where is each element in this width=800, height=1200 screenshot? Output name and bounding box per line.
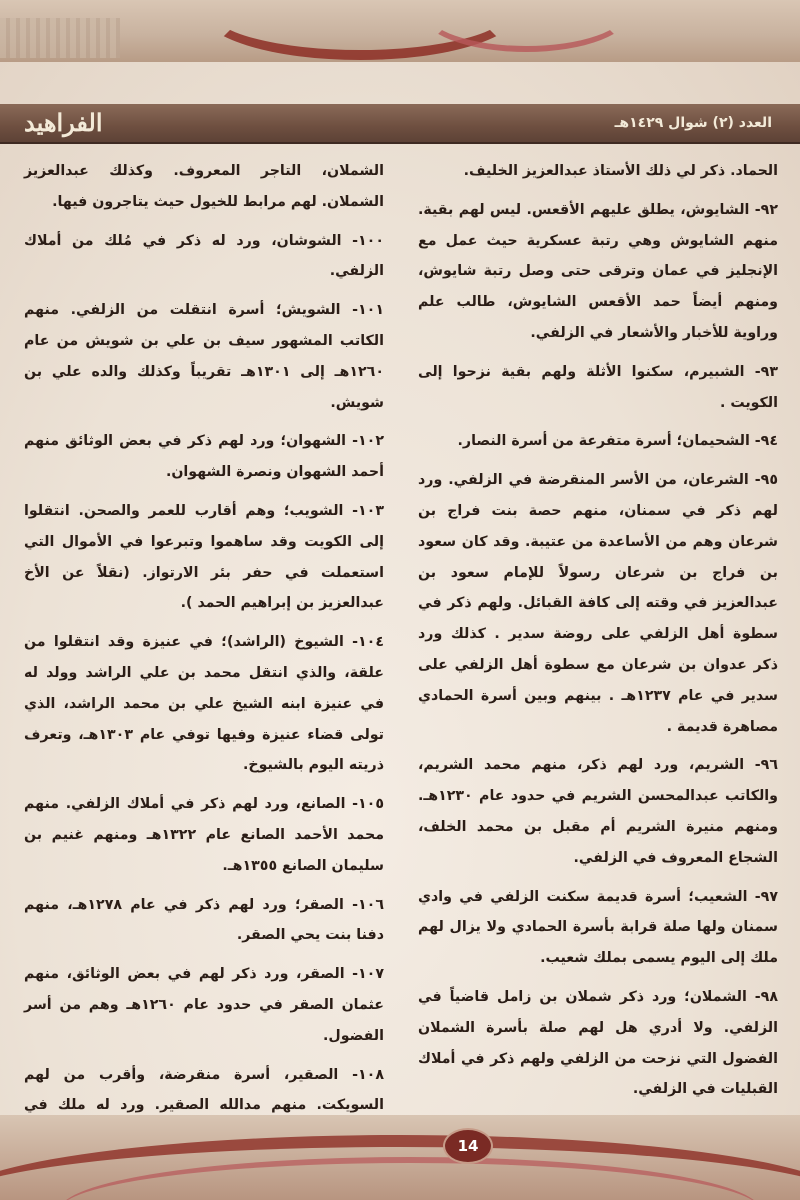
right-column bbox=[418, 156, 778, 1096]
paragraph: ٩٢- الشايوش، يطلق عليهم الأقعس. ليس لهم بقية. منهم الشايوش وهي رتبة عسكرية حيث عمل مع الإنجليز في عمان وترقى حتى وصل رتبة شايوش، ومنهم أيضاً حمد الأقعس الشايوش، طالب علم وراوية للأخبار والأشعار في الزلفي. bbox=[418, 201, 778, 341]
paragraph: ٩٦- الشريم، ورد لهم ذكر، منهم محمد الشريم، والكاتب عبدالمحسن الشريم في حدود عام ١٢٣٠هـ. ومنهم منيرة الشريم أم مقبل بن محمد الخلف، الشجاع المعروف في الزلفي. bbox=[418, 757, 778, 866]
magazine-title: الفراهيد bbox=[24, 108, 103, 137]
paragraph: ١٠٨- الصقير، أسرة منقرضة، وأقرب من لهم السويكت. منهم مدالله الصقير. ورد له ملك في bbox=[24, 1066, 384, 1114]
paragraph: ١٠٦- الصقر؛ ورد لهم ذكر في عام ١٢٧٨هـ، منهم دفنا بنت يحي الصقر. bbox=[24, 896, 384, 944]
paragraph: ٩٨- الشملان؛ ورد ذكر شملان بن زامل قاضياً في الزلفي. ولا أدري هل لهم صلة بأسرة الشملان الفضول التي نزحت من الزلفي ولهم ذكر في أملاك القبليات في الزلفي. bbox=[418, 988, 778, 1098]
paragraph: ١٠٧- الصقر، ورد ذكر لهم في بعض الوثائق، منهم عثمان الصقر في حدود عام ١٢٦٠هـ وهم من أسر الفضول. bbox=[24, 966, 384, 1044]
paragraph: ١٠٢- الشهوان؛ ورد لهم ذكر في بعض الوثائق منهم أحمد الشهوان ونصرة الشهوان. bbox=[24, 433, 384, 481]
paragraph: ١٠٠- الشوشان، ورد له ذكر في مُلك من أملاك الزلفي. bbox=[24, 232, 384, 280]
footer-decorative-band bbox=[0, 1115, 800, 1200]
building-illustration bbox=[0, 18, 120, 58]
paragraph: ٩٤- الشحيمان؛ أسرة متفرعة من أسرة النصار. bbox=[457, 433, 778, 450]
paragraph: ١٠٤- الشيوخ (الراشد)؛ في عنيزة وقد انتقلوا من علقة، والذي انتقل محمد بن علي الراشد وولد له في عنيزة ابنه الشيخ علي بن محمد الراشد، الذي تولى قضاء عنيزة وفيها توفي عام ١٣٠٣هـ، وتعرف ذريته اليوم بالشيوخ. bbox=[24, 634, 384, 774]
paragraph: ١٠١- الشويش؛ أسرة انتقلت من الزلفي. منهم الكاتب المشهور سيف بن علي بن شويش من عام ١٢٦٠هـ إلى ١٣٠١هـ تقريباً وكذلك والده علي بن شويش. bbox=[24, 302, 384, 411]
left-column bbox=[24, 156, 385, 1114]
paragraph: ١٠٣- الشويب؛ وهم أقارب للعمر والصحن. انتقلوا إلى الكويت وقد ساهموا وتبرعوا في الأموال التي استعملت في حفر بئر الارتواز. (نقلاً عن الأخ عبدالعزيز بن إبراهيم الحمد ). bbox=[24, 502, 384, 612]
paragraph: ٩٥- الشرعان، من الأسر المنقرضة في الزلفي. ورد لهم ذكر في سمنان، منهم حصة بنت فراج بن شرعان وهم من الأساعدة من عتيبة. وقد كان سعود بن فراج بن شرعان رسولاً للإمام سعود بن عبدالعزيز في وقته إلى كافة القبائل. ولهم ذكر في سطوة أهل الزلفي على روضة سدير . كذلك ورد ذكر عدوان بن شرعان مع سطوة أهل الزلفي على سدير في عام ١٢٣٧هـ . بينهم وبين أسرة الحمادي مصاهرة قديمة . bbox=[418, 472, 779, 735]
paragraph: ١٠٥- الصانع، ورد لهم ذكر في أملاك الزلفي. منهم محمد الأحمد الصانع عام ١٣٢٢هـ ومنهم غنيم بن سليمان الصانع ١٣٥٥هـ. bbox=[24, 796, 385, 874]
paragraph: ٩٧- الشعيب؛ أسرة قديمة سكنت الزلفي في وادي سمنان ولها صلة قرابة بأسرة الحمادي ولا يزال لهم ملك إلى اليوم يسمى بملك شعيب. bbox=[418, 888, 778, 967]
page-number: 14 bbox=[443, 1128, 493, 1164]
paragraph: ٩٣- الشبيرم، سكنوا الأثلة ولهم بقية نزحوا إلى الكويت . bbox=[418, 363, 778, 411]
top-decorative-band bbox=[0, 0, 800, 62]
paragraph: الشملان، التاجر المعروف. وكذلك عبدالعزيز الشملان. لهم مرابط للخيول حيث يتاجرون فيها. bbox=[24, 163, 384, 210]
issue-label: العدد (٢) شوال ١٤٢٩هـ bbox=[614, 115, 772, 131]
paragraph: الحماد. ذكر لي ذلك الأستاذ عبدالعزيز الخليف. bbox=[463, 163, 778, 179]
